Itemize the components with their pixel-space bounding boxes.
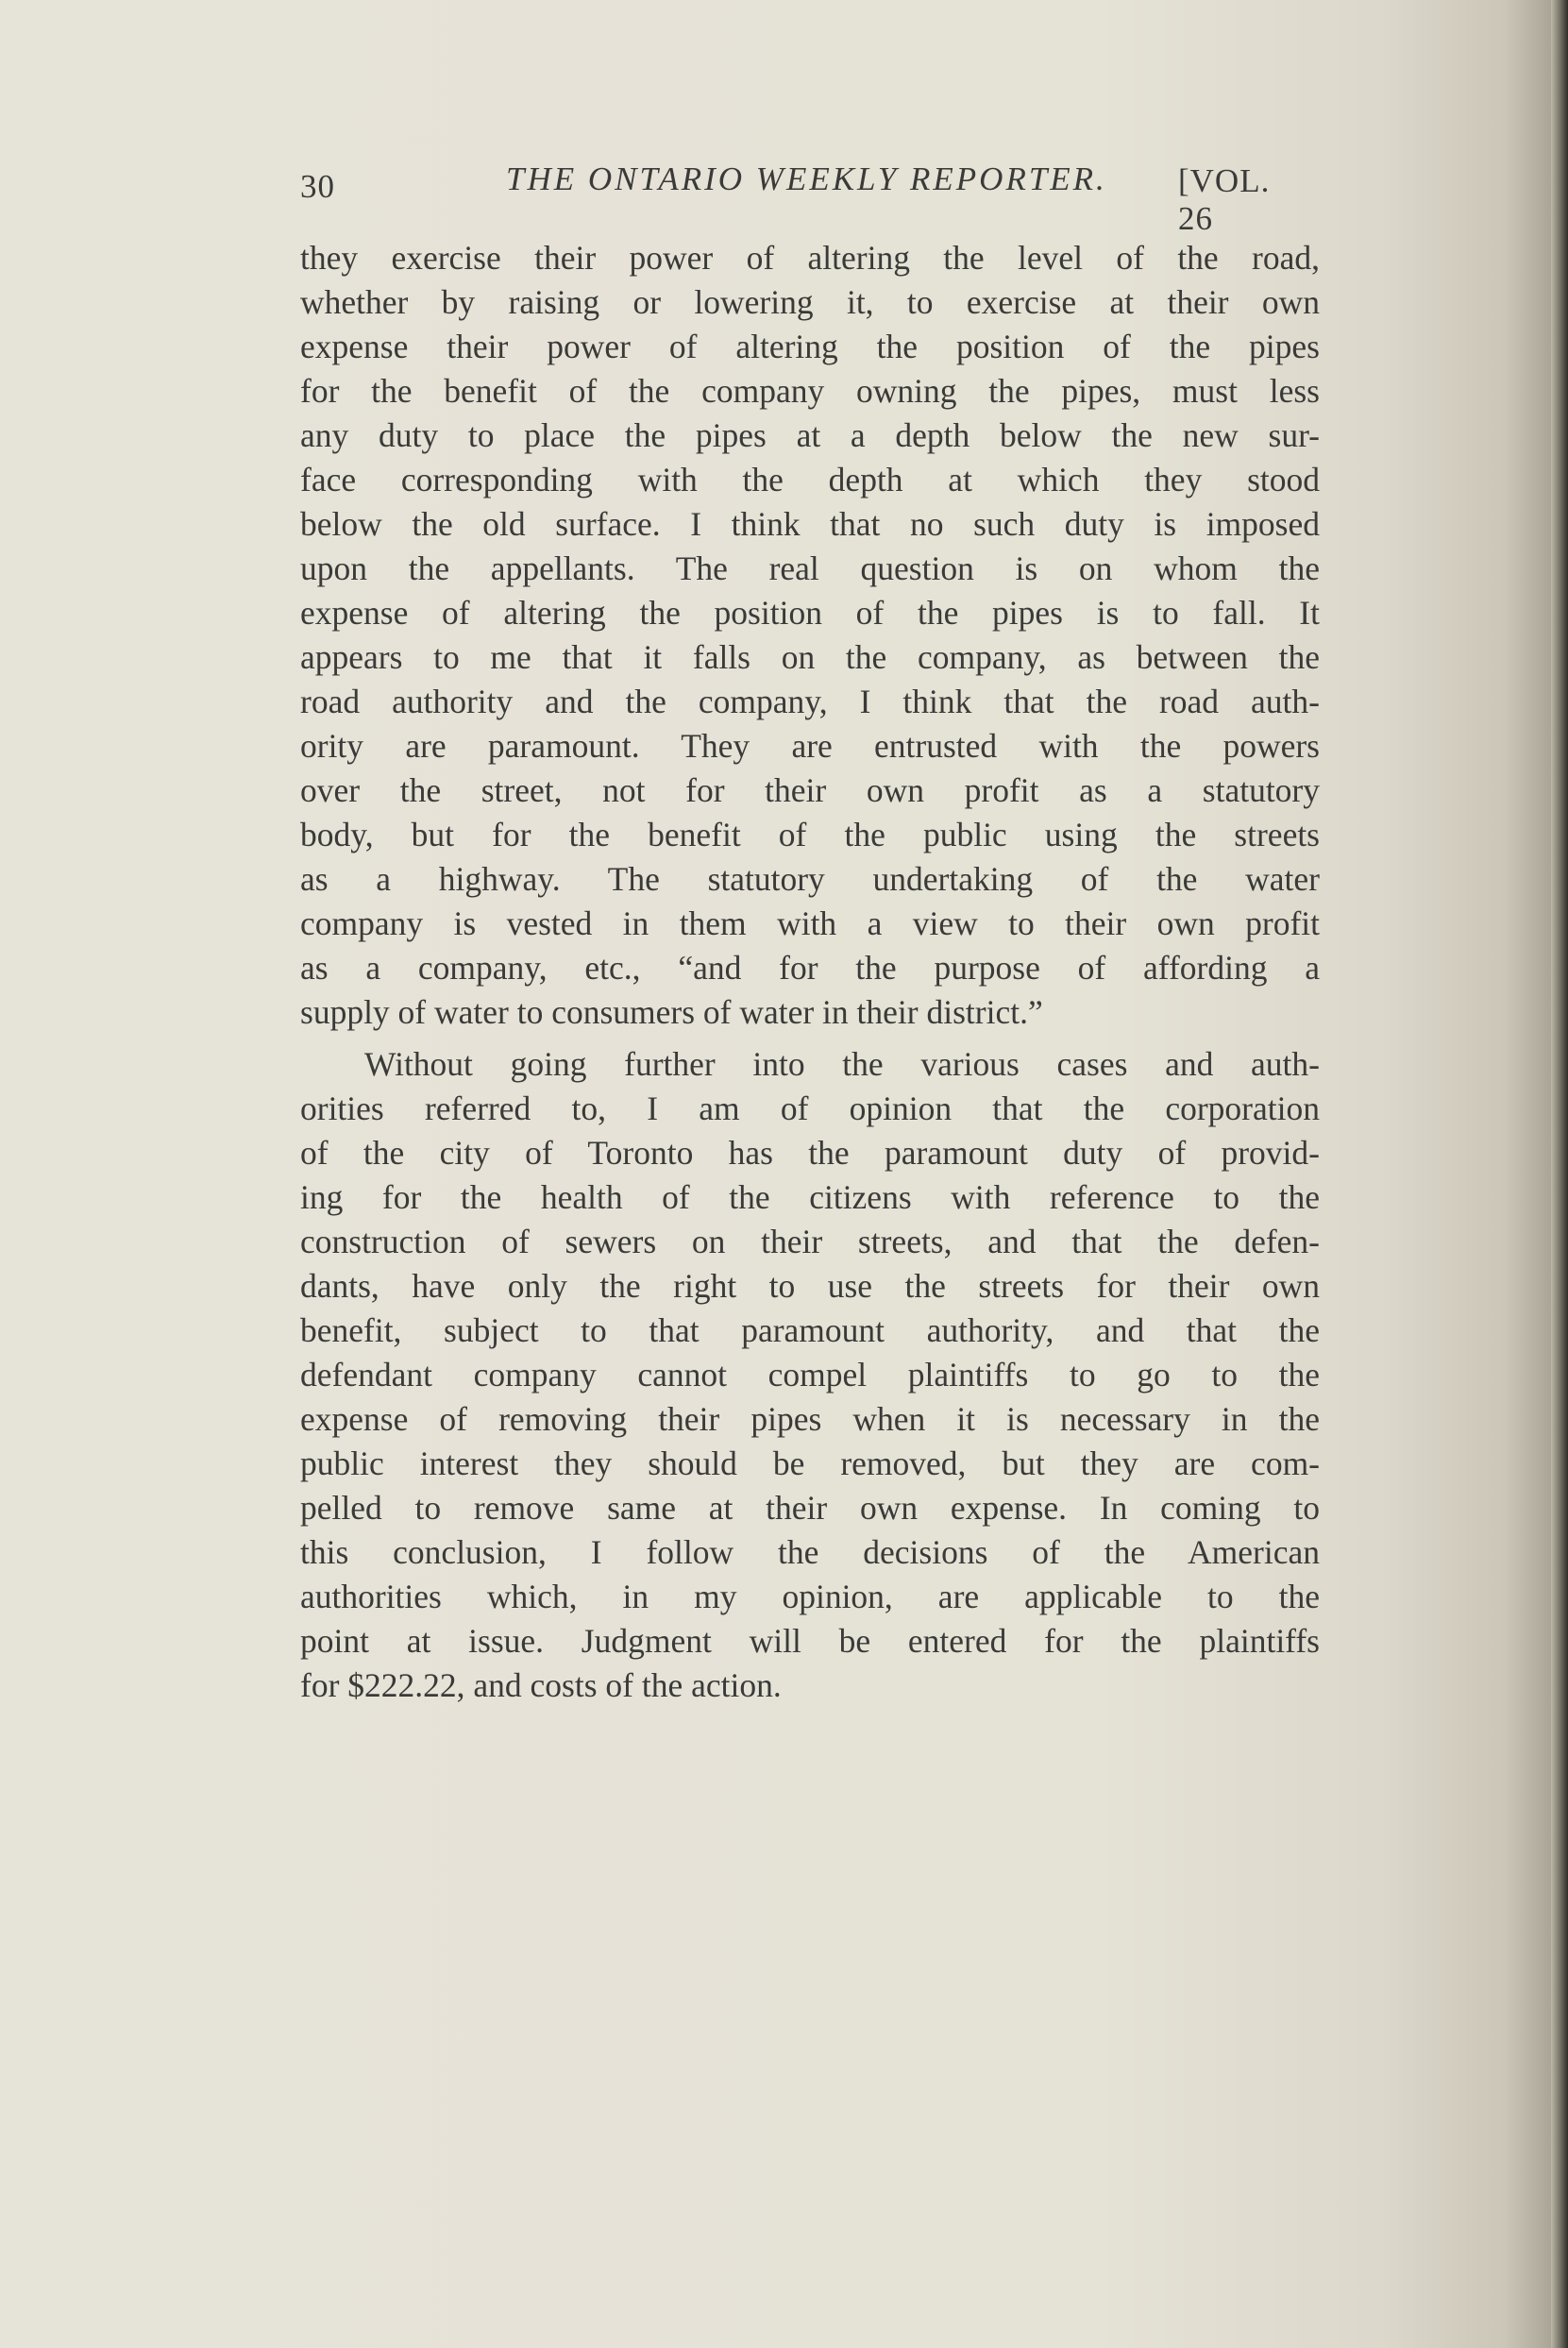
text-line: expense of removing their pipes when it is necessary in the xyxy=(300,1400,1320,1438)
text-line: as a company, etc., “and for the purpose of affording a xyxy=(300,949,1320,987)
text-line: pelled to remove same at their own expense. In coming to xyxy=(300,1489,1320,1527)
text-line: ing for the health of the citizens with reference to the xyxy=(300,1178,1320,1216)
text-line: face corresponding with the depth at which they stood xyxy=(300,461,1320,498)
text-line: whether by raising or lowering it, to exercise at their own xyxy=(300,283,1320,321)
text-line: public interest they should be removed, but they are com- xyxy=(300,1444,1320,1482)
text-line: any duty to place the pipes at a depth below the new sur- xyxy=(300,416,1320,454)
text-line: point at issue. Judgment will be entered for the plaintiffs xyxy=(300,1622,1320,1660)
text-line: appears to me that it falls on the company, as between the xyxy=(300,638,1320,676)
running-title: THE ONTARIO WEEKLY REPORTER. xyxy=(506,160,1107,197)
text-line: defendant company cannot compel plaintiffs to go to the xyxy=(300,1356,1320,1394)
text-line: upon the appellants. The real question is on whom the xyxy=(300,549,1320,587)
text-line: authorities which, in my opinion, are applicable to the xyxy=(300,1578,1320,1615)
paragraph-1 xyxy=(300,236,1320,1035)
text-line: expense their power of altering the position of the pipes xyxy=(300,328,1320,365)
paragraph-gap xyxy=(300,1035,1320,1042)
paragraph-2 xyxy=(300,1042,1320,1708)
text-line: dants, have only the right to use the streets for their own xyxy=(300,1267,1320,1305)
text-line: as a highway. The statutory undertaking of the water xyxy=(300,860,1320,898)
text-line: body, but for the benefit of the public using the streets xyxy=(300,816,1320,853)
volume-label: [VOL. 26 xyxy=(1178,162,1271,237)
text-line: benefit, subject to that paramount authority, and that the xyxy=(300,1311,1320,1349)
text-line: over the street, not for their own profit as a statutory xyxy=(300,771,1320,809)
text-line: construction of sewers on their streets, and that the defen- xyxy=(300,1223,1320,1260)
body-text xyxy=(300,236,1320,1708)
text-line: road authority and the company, I think that the road auth- xyxy=(300,683,1320,720)
text-line: for $222.22, and costs of the action. xyxy=(300,1666,782,1704)
text-line: below the old surface. I think that no such duty is imposed xyxy=(300,505,1320,543)
page-header xyxy=(300,160,1310,237)
text-line: of the city of Toronto has the paramount duty of provid- xyxy=(300,1134,1320,1172)
text-line: supply of water to consumers of water in their district.” xyxy=(300,993,1043,1031)
text-line: Without going further into the various cases and auth- xyxy=(364,1045,1320,1083)
text-line: for the benefit of the company owning the pipes, must less xyxy=(300,372,1320,410)
text-line: this conclusion, I follow the decisions of the American xyxy=(300,1533,1320,1571)
text-line: company is vested in them with a view to their own profit xyxy=(300,904,1320,942)
text-line: ority are paramount. They are entrusted with the powers xyxy=(300,727,1320,765)
text-line: orities referred to, I am of opinion that the corporation xyxy=(300,1090,1320,1127)
text-line: they exercise their power of altering the level of the road, xyxy=(300,239,1320,277)
page-edge-shadow xyxy=(1551,0,1568,2348)
page-number: 30 xyxy=(300,168,335,205)
text-line: expense of altering the position of the pipes is to fall. It xyxy=(300,594,1320,632)
